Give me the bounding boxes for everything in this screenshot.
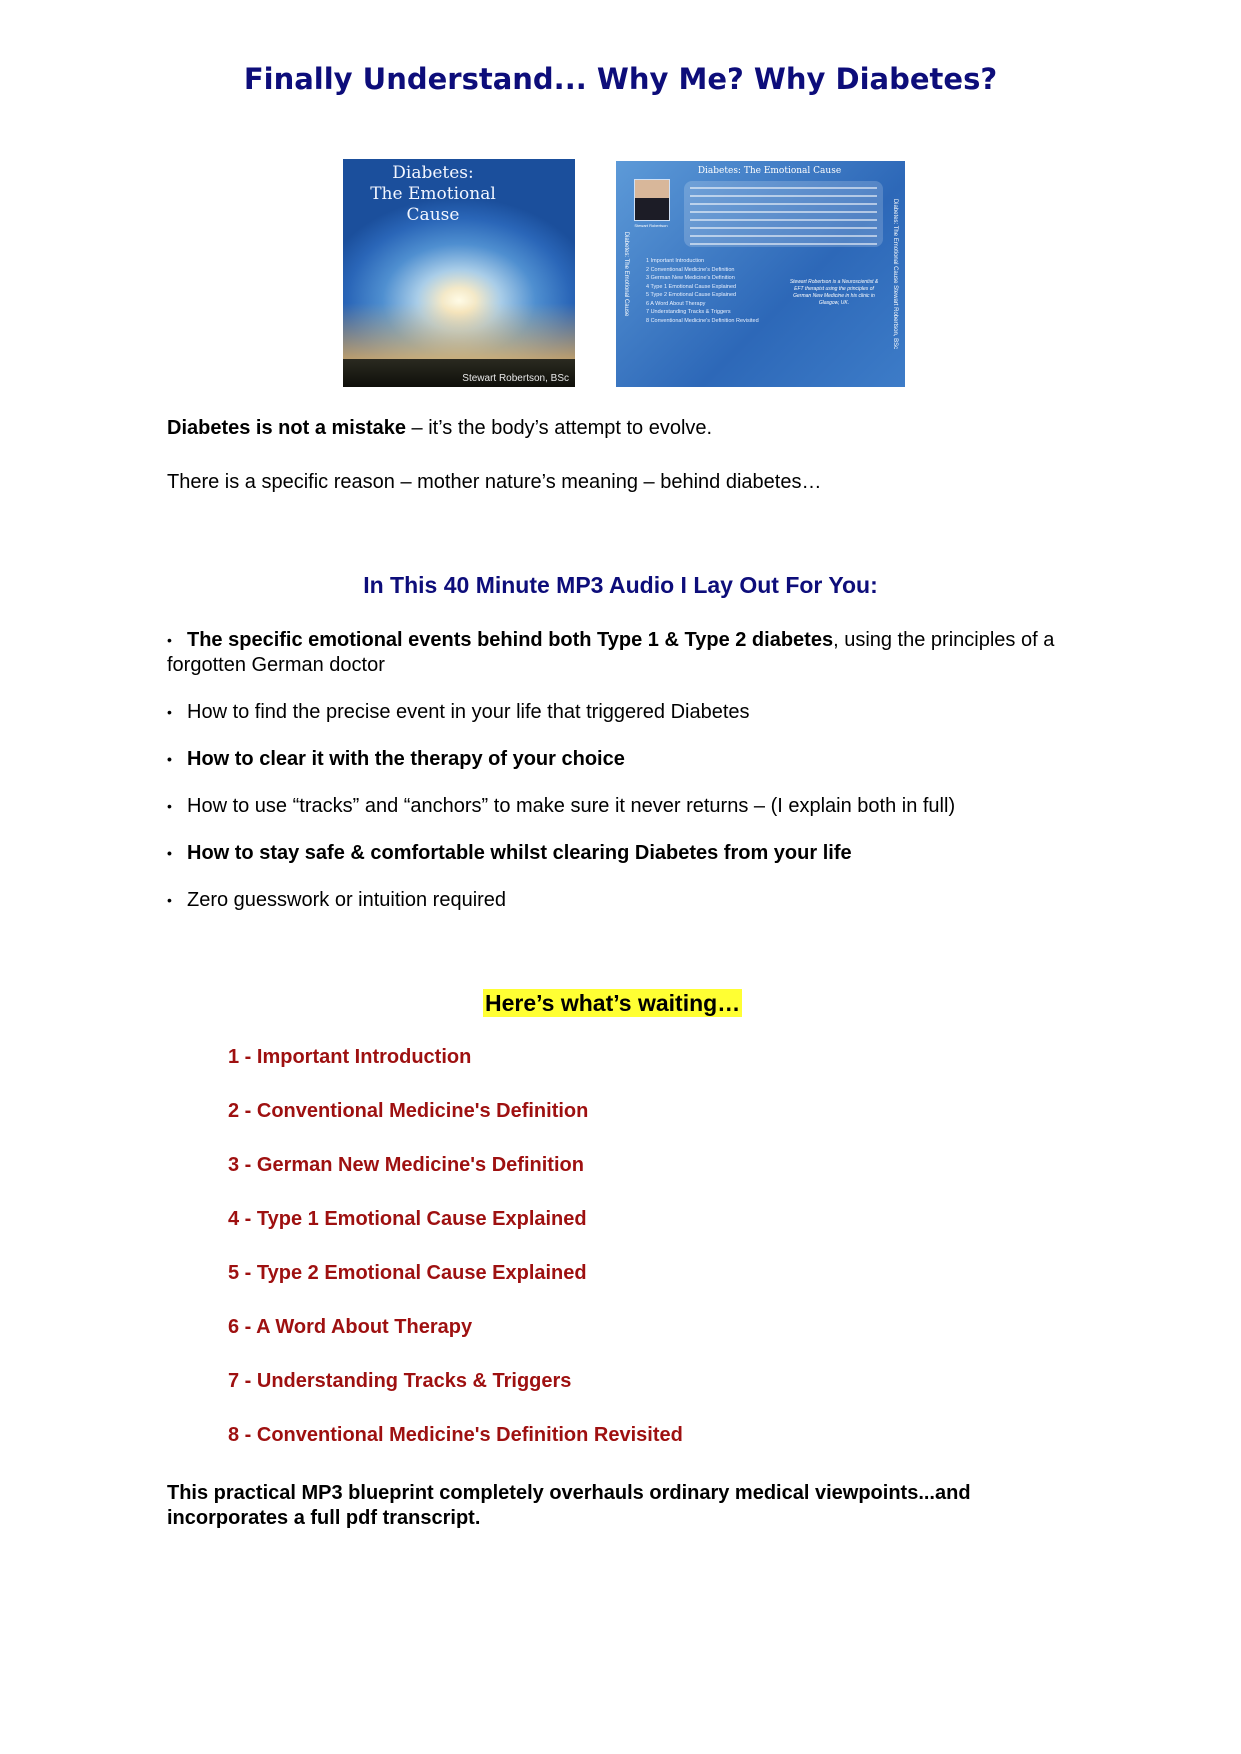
cover-front-title-line1: Diabetes: [392, 163, 474, 183]
benefit-item [167, 628, 1087, 678]
cd-cover-back-image [616, 161, 905, 387]
page-title: Finally Understand... Why Me? Why Diabetes? [243, 62, 998, 96]
intro-line-2: There is a specific reason – mother nature’s meaning – behind diabetes… [167, 471, 822, 493]
chapter-item: 7 - Understanding Tracks & Triggers [228, 1370, 572, 1392]
cover-back-title: Diabetes: The Emotional Cause [697, 166, 842, 176]
benefit-item-rest: , using the principles of a forgotten German doctor [167, 629, 1055, 676]
chapter-item: 4 - Type 1 Emotional Cause Explained [228, 1208, 587, 1230]
chapter-item: 6 - A Word About Therapy [228, 1316, 473, 1338]
cover-back-track: 1 Important Introduction [646, 258, 705, 264]
chapter-item: 3 - German New Medicine's Definition [228, 1154, 584, 1176]
benefit-item: • How to stay safe & comfortable whilst clearing Diabetes from your life [167, 841, 1087, 866]
cover-back-track: 8 Conventional Medicine's Definition Revisited [646, 317, 759, 324]
cover-front-author: Stewart Robertson, BSc [462, 373, 569, 384]
chapter-item: 5 - Type 2 Emotional Cause Explained [228, 1262, 587, 1284]
author-photo [634, 179, 670, 221]
intro-line-1-bold: Diabetes is not a mistake [167, 417, 406, 439]
cover-back-track: 7 Understanding Tracks & Triggers [646, 309, 731, 315]
cover-back-track: 2 Conventional Medicine's Definition [646, 266, 735, 273]
benefit-list [167, 628, 1087, 935]
cover-back-spine-right [888, 161, 902, 387]
chapter-item: 8 - Conventional Medicine's Definition Revisited [228, 1424, 683, 1446]
benefit-item: • How to find the precise event in your life that triggered Diabetes [167, 700, 1087, 725]
benefit-item: • How to use “tracks” and “anchors” to make sure it never returns – (I explain both in full) [167, 794, 1087, 819]
benefit-item: • Zero guesswork or intuition required [167, 888, 1087, 913]
author-photo-caption: Stewart Robertson [634, 223, 668, 228]
cover-front-title [343, 163, 523, 226]
cover-back-track: 3 German New Medicine's Definition [646, 275, 735, 281]
waiting-heading: Here’s what’s waiting… [485, 990, 741, 1016]
benefit-item-bold: The specific emotional events behind both Type 1 & Type 2 diabetes [187, 629, 834, 651]
intro-line-1-rest: – it’s the body’s attempt to evolve. [405, 417, 713, 439]
cd-cover-front-image [343, 159, 575, 387]
cover-back-track: 4 Type 1 Emotional Cause Explained [646, 283, 737, 290]
sunset-glow [343, 303, 575, 363]
cover-back-track: 5 Type 2 Emotional Cause Explained [646, 292, 737, 298]
cover-back-spine-left [619, 161, 633, 387]
cover-back-track: 6 A Word About Therapy [646, 300, 706, 307]
cover-back-blurb-box [684, 181, 883, 247]
chapter-item: 1 - Important Introduction [228, 1046, 472, 1068]
section-subheading: In This 40 Minute MP3 Audio I Lay Out For You: [363, 572, 878, 598]
spine-right-text: Diabetes: The Emotional Cause Stewart Robertson, BSc [892, 198, 898, 350]
cover-back-bio: Stewart Robertson is a Neuroscientist & EFT therapist using the principles of German New Medicine in his clinic in Glasgow, UK. [789, 279, 879, 306]
cover-front-title-line2: The Emotional Cause [370, 184, 496, 225]
chapter-list [228, 1045, 683, 1477]
spine-left-text: Diabetes: The Emotional Cause [623, 231, 629, 317]
intro-line-1 [167, 416, 1077, 441]
benefit-item: • How to clear it with the therapy of your choice [167, 747, 1087, 772]
closing-statement: This practical MP3 blueprint completely overhauls ordinary medical viewpoints...and incorporates a full pdf transcript. [167, 1482, 971, 1529]
cover-back-track-list [646, 257, 759, 325]
chapter-item: 2 - Conventional Medicine's Definition [228, 1100, 589, 1122]
